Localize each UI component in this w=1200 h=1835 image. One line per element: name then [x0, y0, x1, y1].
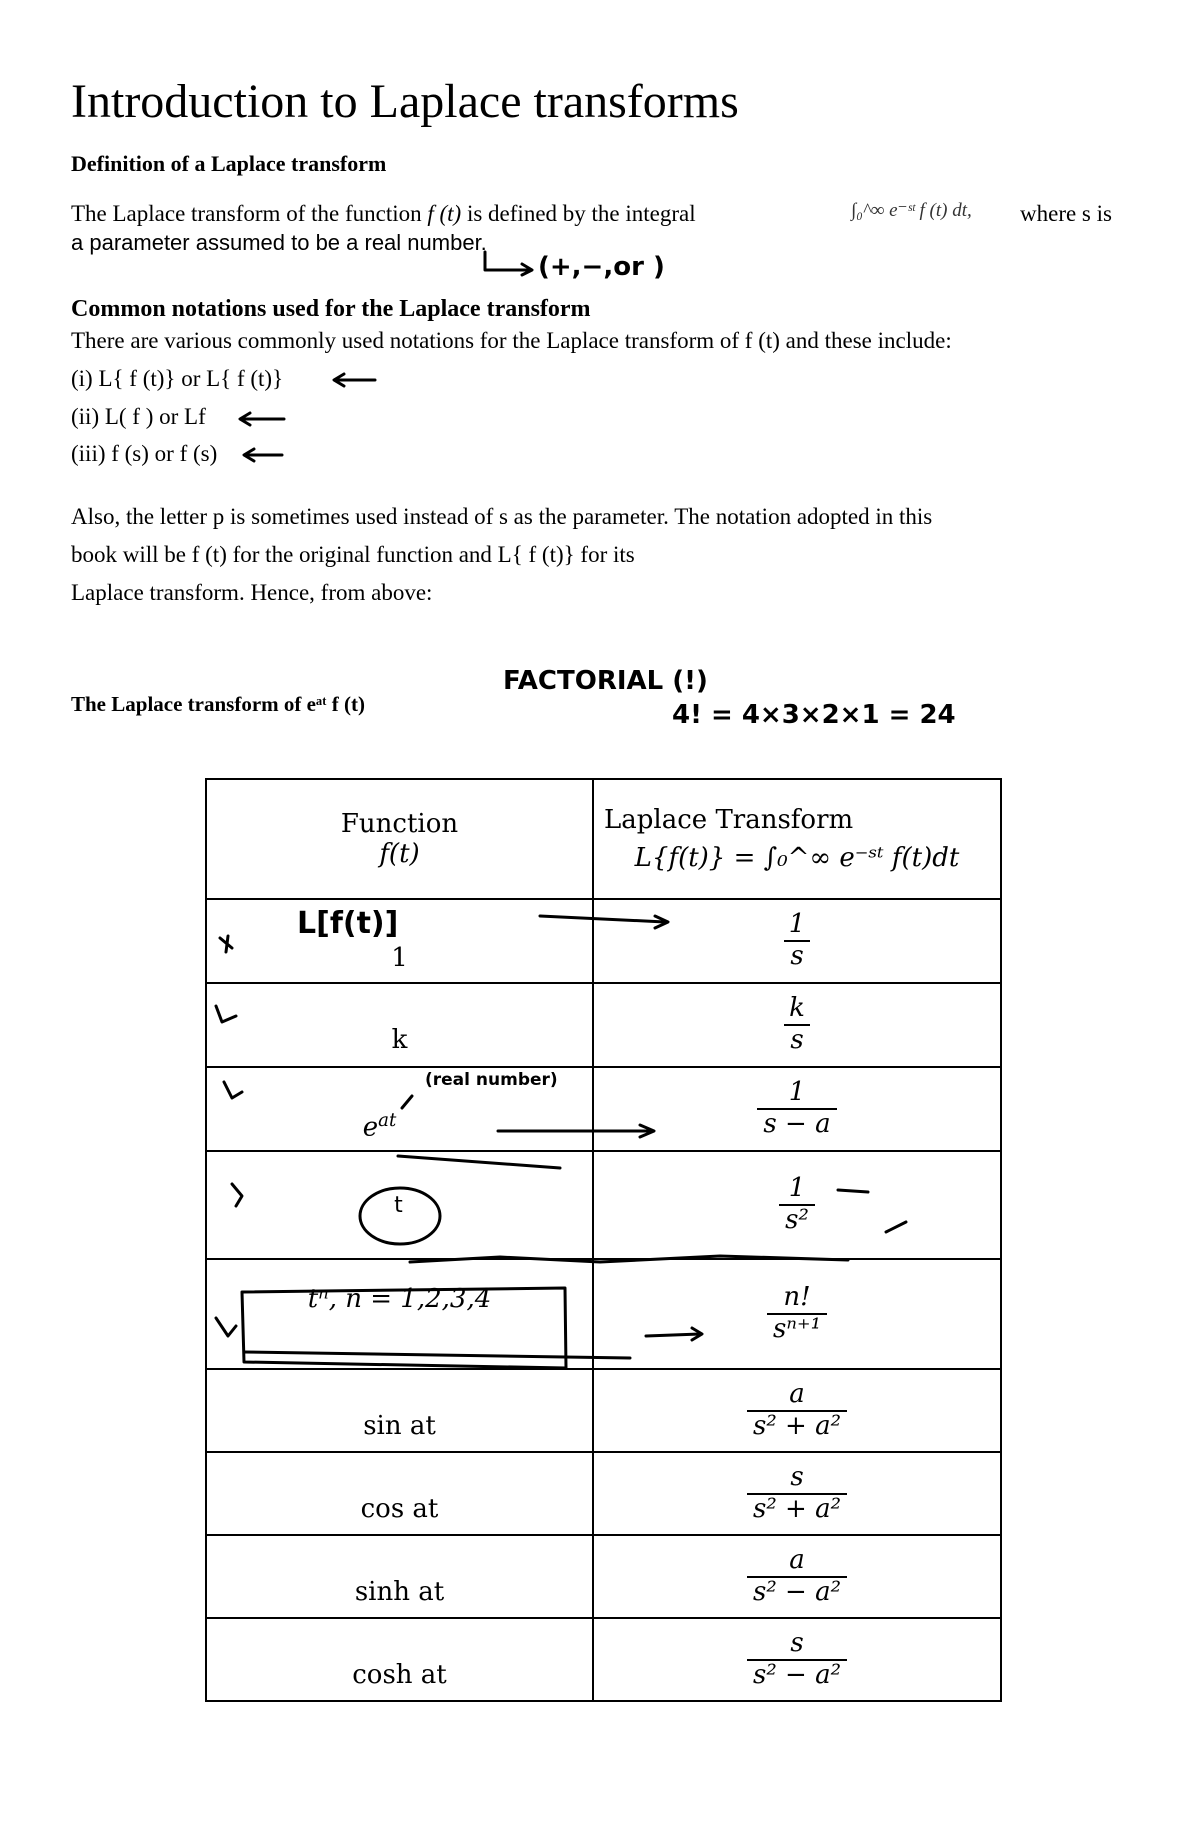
function-value: 1	[391, 943, 408, 973]
also-line-1: Also, the letter p is sometimes used instead of s as the parameter. The notation adopted in this	[71, 504, 933, 529]
factorial-note: FACTORIAL (!)	[503, 666, 708, 696]
header-transform: Laplace Transform	[604, 805, 854, 835]
numerator: a	[789, 1544, 805, 1575]
numerator: n!	[783, 1282, 811, 1313]
header-transform-lhs: L{f(t)} =	[634, 843, 756, 873]
also-line-2: book will be f (t) for the original function and L{ f (t)} for its	[71, 542, 635, 567]
function-value: cos at	[360, 1493, 439, 1524]
handwritten-note: (real number)	[425, 1070, 558, 1090]
denominator: s	[784, 940, 809, 972]
function-value: t	[394, 1192, 403, 1218]
tick-mark-icon	[216, 1318, 236, 1336]
also-line-3: Laplace transform. Hence, from above:	[71, 580, 433, 605]
circle-mark-icon	[360, 1188, 440, 1244]
function-base: e	[362, 1112, 379, 1143]
function-symbol: f (t)	[427, 201, 462, 226]
numerator: s	[790, 1461, 804, 1492]
function-value: tⁿ, n = 1,2,3,4	[307, 1284, 492, 1314]
function-value: sinh at	[354, 1576, 445, 1607]
numerator: 1	[788, 1077, 806, 1108]
tick-mark-icon	[232, 1184, 242, 1206]
arrow-icon	[540, 916, 665, 922]
denominator: s − a	[757, 1108, 836, 1140]
numerator: a	[789, 1378, 805, 1409]
handwritten-note: (+,−,or )	[538, 252, 665, 282]
definition-text-a: The Laplace transform of the function	[71, 201, 422, 226]
notation-item-3: (iii) f (s) or f (s)	[71, 441, 218, 466]
function-value: sin at	[363, 1410, 436, 1441]
function-value: k	[391, 1025, 408, 1055]
notations-heading: Common notations used for the Laplace transform	[71, 296, 591, 322]
function-value: cosh at	[352, 1659, 447, 1690]
header-transform-integral: ∫₀^∞ e⁻ˢᵗ f(t)dt	[763, 843, 960, 873]
exp-shift-heading: The Laplace transform of eᵃᵗ f (t)	[71, 692, 366, 716]
denominator: sⁿ⁺¹	[767, 1313, 827, 1345]
denominator: s²	[779, 1204, 815, 1236]
numerator: 1	[788, 1173, 806, 1204]
tick-mark-icon	[224, 1082, 242, 1098]
header-function: Function	[340, 809, 459, 839]
handwritten-note: L[f(t)]	[297, 906, 399, 941]
denominator: s² + a²	[747, 1410, 847, 1442]
definition-line-2: a parameter assumed to be a real number.	[71, 230, 487, 255]
definition-text-c: where s is	[1020, 201, 1112, 226]
page-title: Introduction to Laplace transforms	[71, 75, 739, 128]
numerator: 1	[788, 909, 806, 940]
numerator: k	[789, 993, 805, 1024]
notation-item-2: (ii) L( f ) or Lf	[71, 404, 206, 429]
arrow-icon	[646, 1334, 700, 1336]
denominator: s² − a²	[747, 1576, 847, 1608]
header-function-symbol: f(t)	[379, 839, 420, 869]
tick-mark-icon	[220, 936, 232, 952]
definition-heading: Definition of a Laplace transform	[71, 151, 387, 176]
denominator: s	[784, 1024, 809, 1056]
denominator: s² − a²	[747, 1659, 847, 1691]
tick-mark-icon	[216, 1006, 236, 1022]
denominator: s² + a²	[747, 1493, 847, 1525]
factorial-example: 4! = 4×3×2×1 = 24	[672, 700, 956, 730]
definition-integral: ∫₀^∞ e⁻ˢᵗ f (t) dt,	[851, 200, 972, 221]
notation-item-1: (i) L{ f (t)} or L{ f (t)}	[71, 366, 284, 391]
definition-text-b: is defined by the integral	[466, 201, 696, 226]
function-exponent: at	[378, 1109, 397, 1131]
notations-intro: There are various commonly used notations for the Laplace transform of f (t) and these include:	[71, 328, 952, 353]
numerator: s	[790, 1627, 804, 1658]
